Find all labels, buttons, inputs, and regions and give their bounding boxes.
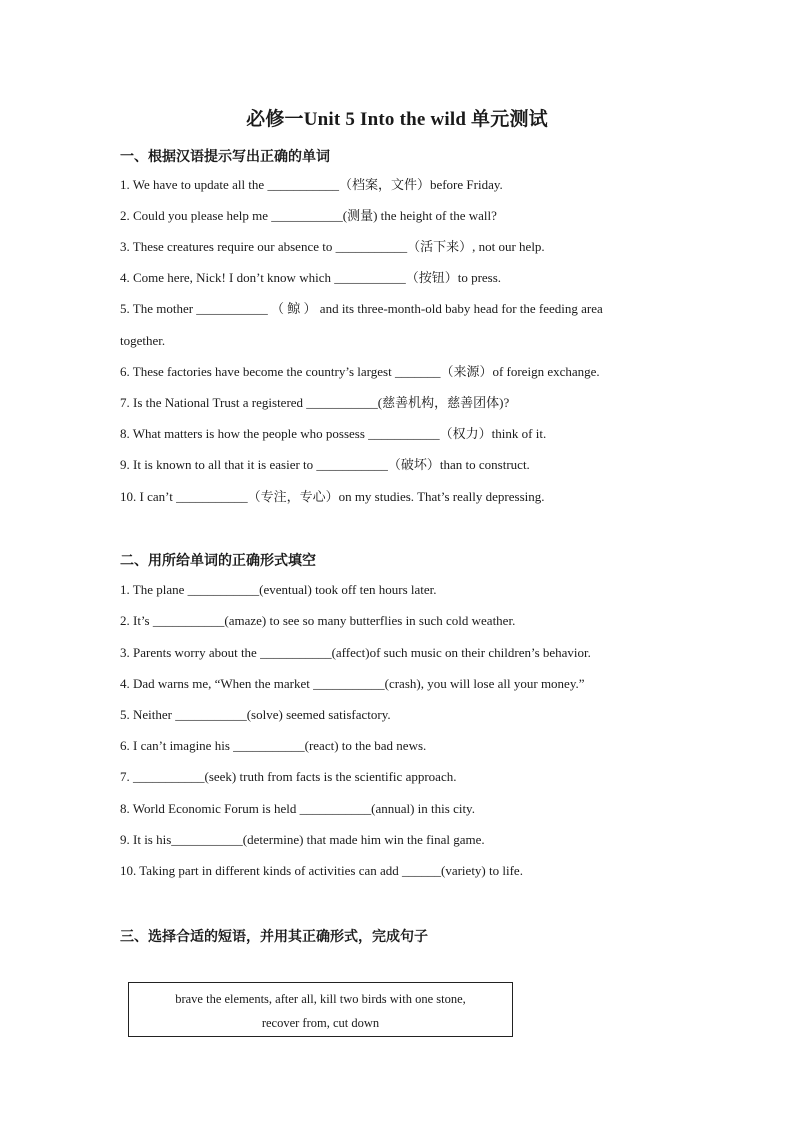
question-2-1: 1. The plane ___________(eventual) took off ten hours later. [120,582,437,597]
question-1-6: 6. These factories have become the country’s largest _______（来源）of foreign exchange. [120,364,600,379]
question-2-6: 6. I can’t imagine his ___________(react) to the bad news. [120,738,427,753]
question-1-10: 10. I can’t ___________（专注，专心）on my studies. That’s really depressing. [120,489,545,504]
question-1-8: 8. What matters is how the people who possess ___________（权力）think of it. [120,426,547,441]
question-2-3: 3. Parents worry about the ___________(affect)of such music on their children’s behavior. [120,645,591,660]
phrase-box [128,982,513,1037]
question-2-8: 8. World Economic Forum is held ___________(annual) in this city. [120,801,475,816]
question-2-10: 10. Taking part in different kinds of activities can add ______(variety) to life. [120,863,523,878]
question-2-5: 5. Neither ___________(solve) seemed satisfactory. [120,707,391,722]
question-1-4: 4. Come here, Nick! I don’t know which ___________（按钮）to press. [120,270,502,285]
question-2-4: 4. Dad warns me, “When the market ___________(crash), you will lose all your money.” [120,676,585,691]
section-heading-2: 二、用所给单词的正确形式填空 [120,553,316,569]
question-2-7: 7. ___________(seek) truth from facts is the scientific approach. [120,769,457,784]
question-2-2: 2. It’s ___________(amaze) to see so many butterflies in such cold weather. [120,613,516,628]
question-1-7: 7. Is the National Trust a registered ___________(慈善机构，慈善团体)? [120,395,510,410]
question-1-2: 2. Could you please help me ___________(测量) the height of the wall? [120,208,497,223]
page-title: 必修一Unit 5 Into the wild 单元测试 [246,109,548,130]
section-heading-3: 三、选择合适的短语，并用其正确形式，完成句子 [120,929,428,945]
question-1-1: 1. We have to update all the ___________（档案，文件）before Friday. [120,177,503,192]
question-1-9: 9. It is known to all that it is easier to ___________（破坏）than to construct. [120,457,530,472]
phrase-box-line-2: recover from, cut down [261,1016,380,1030]
question-1-5-continued: together. [120,333,166,348]
question-1-5: 5. The mother ___________ （ 鲸 ） and its three-month-old baby head for the feeding area [120,301,603,316]
phrase-box-line-1: brave the elements, after all, kill two birds with one stone, [175,992,466,1006]
question-1-3: 3. These creatures require our absence to ___________（活下来）, not our help. [120,239,545,254]
section-heading-1: 一、根据汉语提示写出正确的单词 [120,149,330,165]
question-2-9: 9. It is his___________(determine) that made him win the final game. [120,832,485,847]
